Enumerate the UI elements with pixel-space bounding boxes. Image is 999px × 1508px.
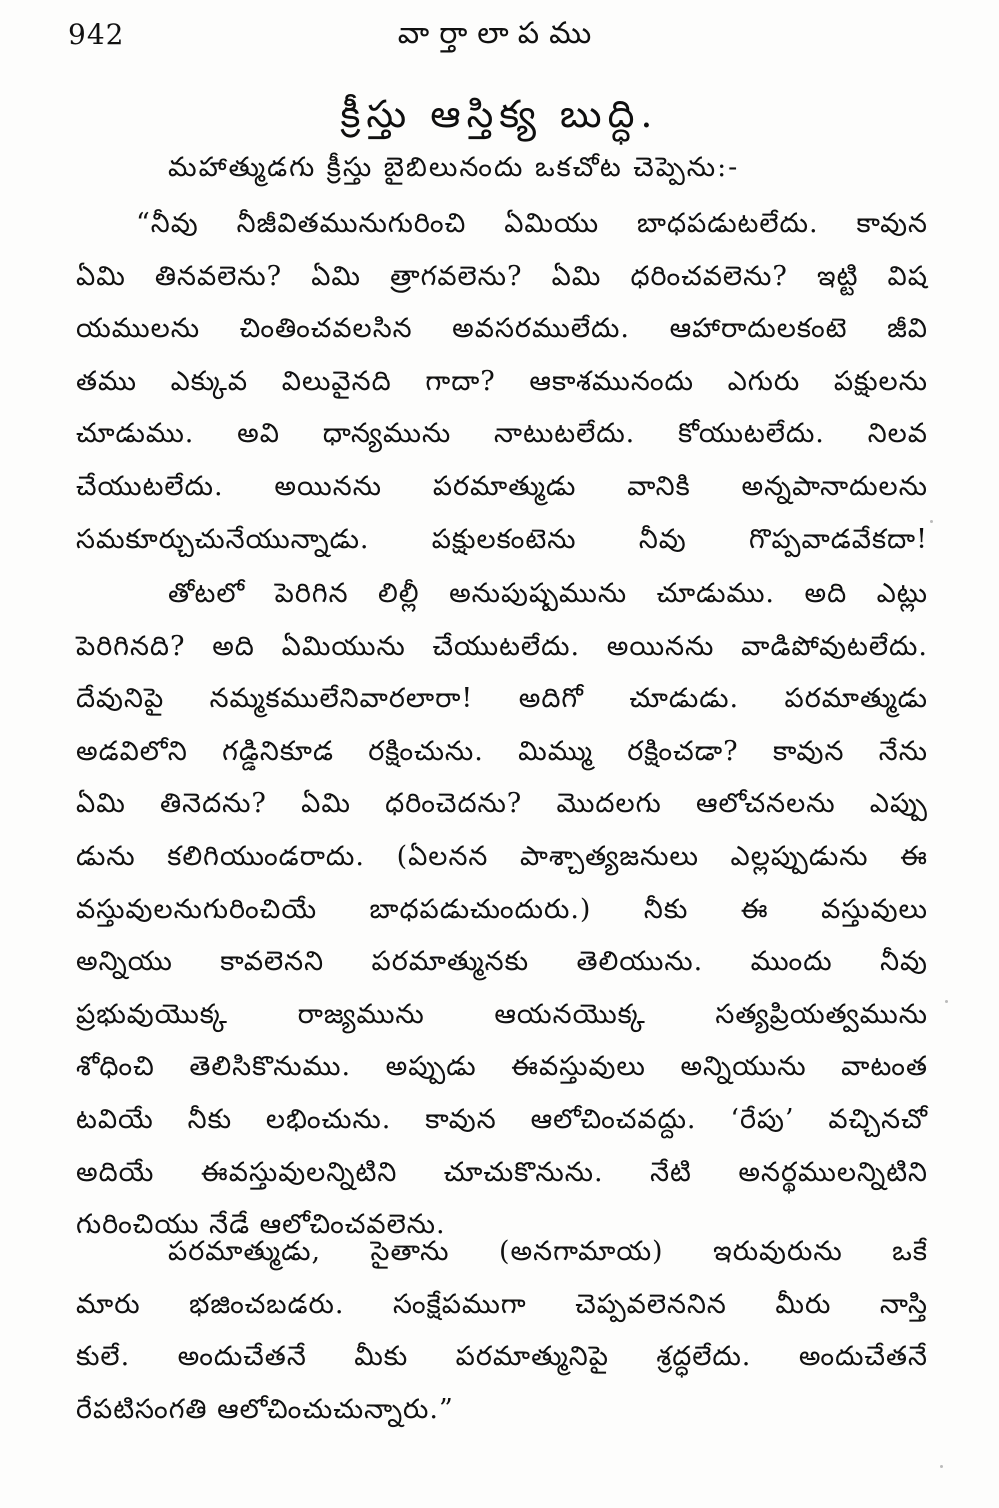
text-line: ప్రభువుయొక్క రాజ్యమును ఆయనయొక్క సత్యప్రియత్వమును — [76, 998, 928, 1030]
paragraph-3 — [76, 1226, 928, 1436]
text-line: దేవునిపై నమ్మకములేనివారలారా! అదిగో చూడుడు. పరమాత్ముడు — [76, 683, 928, 715]
page-header — [0, 12, 999, 62]
running-title: వార్తాలాపము — [397, 16, 602, 51]
text-line: రేపటిసంగతి ఆలోచించుచున్నారు.” — [76, 1393, 454, 1425]
text-line: గురించియు నేడే ఆలోచించవలెను. — [76, 1209, 446, 1241]
print-speck — [945, 1000, 948, 1003]
text-line: ఏమి తినవలెను? ఏమి త్రాగవలెను? ఏమి ధరించవలెను? ఇట్టి విష — [76, 260, 928, 292]
intro-line: మహాత్ముడగు క్రీస్తు బైబిలునందు ఒకచోట చెప్పెను:- — [168, 152, 740, 183]
text-line: ఏమి తినెదను? ఏమి ధరించెదను? మొదలగు ఆలోచనలను ఎప్పు — [76, 788, 928, 820]
text-line: పెరిగినది? అది ఏమియును చేయుటలేదు. అయినను వాడిపోవుటలేదు. — [76, 630, 928, 662]
text-line: తోటలో పెరిగిన లిల్లీ అనుపుష్పమును చూడుము. అది ఎట్లు — [168, 578, 928, 609]
text-line: తము ఎక్కువ విలువైనది గాదా? ఆకాశమునందు ఎగురు పక్షులను — [76, 365, 928, 397]
text-line: అదియే ఈవస్తువులన్నిటిని చూచుకొనును. నేటి అనర్థములన్నిటిని — [76, 1156, 928, 1188]
print-speck — [940, 1465, 943, 1468]
text-line: డును కలిగియుండరాదు. (ఏలనన పాశ్చాత్యజనులు ఎల్లప్పుడును ఈ — [76, 840, 928, 872]
text-line: చేయుటలేదు. అయినను పరమాత్ముడు వానికి అన్నపానాదులను — [76, 470, 928, 502]
text-line: చూడుము. అవి ధాన్యమును నాటుటలేదు. కోయుటలేదు. నిలవ — [76, 418, 928, 450]
text-line: టవియే నీకు లభించును. కావున ఆలోచించవద్దు. ‘రేపు’ వచ్చినచో — [76, 1103, 928, 1135]
text-line: అడవిలోని గడ్డినికూడ రక్షించును. మిమ్ము రక్షించడా? కావున నేను — [76, 735, 928, 767]
text-line: వస్తువులనుగురించియే బాధపడుచుందురు.) నీకు ఈ వస్తువులు — [76, 893, 928, 925]
text-line: “నీవు నీజీవితమునుగురించి ఏమియు బాధపడుటలేదు. కావున — [136, 208, 928, 239]
text-line: మారు భజించబడరు. సంక్షేపముగా చెప్పవలెననిన మీరు నాస్తి — [76, 1288, 928, 1320]
print-speck — [930, 520, 933, 523]
page-number: 942 — [68, 18, 125, 51]
text-line: సమకూర్చుచునేయున్నాడు. పక్షులకంటెను నీవు గొప్పవాడవేకదా! — [76, 523, 928, 555]
section-title: క్రీస్తు ఆస్తిక్య బుద్ధి. — [340, 92, 659, 136]
paragraph-1 — [76, 198, 928, 566]
paragraph-2 — [76, 568, 928, 1252]
text-line: శోధించి తెలిసికొనుము. అప్పుడు ఈవస్తువులు అన్నియును వాటంత — [76, 1051, 928, 1083]
text-line: పరమాత్ముడు, సైతాను (అనగామాయ) ఇరువురును ఒకే — [168, 1236, 928, 1267]
text-line: యములను చింతించవలసిన అవసరములేదు. ఆహారాదులకంటె జీవి — [76, 313, 928, 345]
text-line: కులే. అందుచేతనే మీకు పరమాత్మునిపై శ్రద్ధలేదు. అందుచేతనే — [76, 1341, 928, 1373]
text-line: అన్నియు కావలెనని పరమాత్మునకు తెలియును. ముందు నీవు — [76, 946, 928, 978]
